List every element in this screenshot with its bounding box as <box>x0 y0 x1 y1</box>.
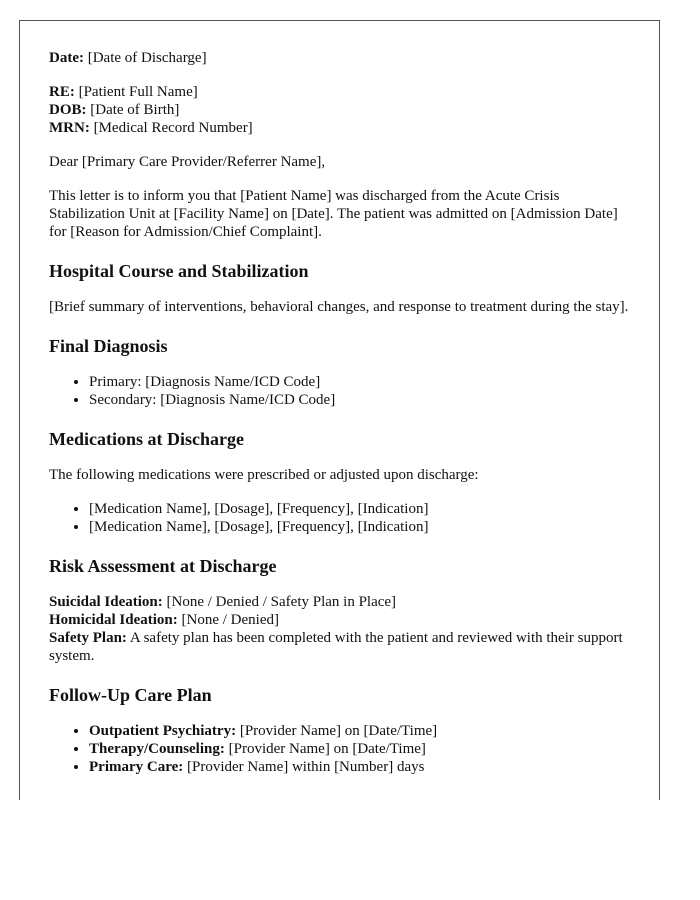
medication-item: • [Medication Name], [Dosage], [Frequency], [Indication] <box>89 500 634 518</box>
follow-up-value: [Provider Name] on [Date/Time] <box>236 723 438 739</box>
suicidal-ideation-label: Suicidal Ideation: <box>49 594 163 610</box>
mrn-line <box>49 119 634 137</box>
diagnosis-item-secondary: • Secondary: [Diagnosis Name/ICD Code] <box>89 391 634 409</box>
follow-up-item-therapy <box>89 740 634 758</box>
date-line <box>49 49 634 67</box>
suicidal-ideation-line <box>49 593 634 611</box>
hospital-course-body: [Brief summary of interventions, behavioral changes, and response to treatment during the stay]. <box>49 299 629 315</box>
homicidal-ideation-line <box>49 611 634 629</box>
follow-up-label: Primary Care: <box>89 759 184 775</box>
final-diagnosis-heading: Final Diagnosis <box>49 336 168 356</box>
hospital-course-heading: Hospital Course and Stabilization <box>49 261 309 281</box>
follow-up-heading: Follow-Up Care Plan <box>49 685 212 705</box>
diagnosis-item-primary: • Primary: [Diagnosis Name/ICD Code] <box>89 373 634 391</box>
follow-up-list <box>49 722 634 776</box>
medications-intro: The following medications were prescribed or adjusted upon discharge: <box>49 467 479 483</box>
letter-page <box>19 20 660 800</box>
dob-line <box>49 101 634 119</box>
risk-assessment-heading: Risk Assessment at Discharge <box>49 556 277 576</box>
re-line <box>49 83 634 101</box>
re-label: RE: <box>49 84 75 100</box>
dob-label: DOB: <box>49 102 87 118</box>
safety-plan-label: Safety Plan: <box>49 630 127 646</box>
medications-list <box>49 500 634 536</box>
safety-plan-line <box>49 629 634 665</box>
safety-plan-value: A safety plan has been completed with the patient and reviewed with their support system. <box>49 630 623 664</box>
follow-up-item-primary-care <box>89 758 634 776</box>
suicidal-ideation-value: [None / Denied / Safety Plan in Place] <box>162 594 397 610</box>
medication-item: • [Medication Name], [Dosage], [Frequency], [Indication] <box>89 518 634 536</box>
follow-up-item-psychiatry <box>89 722 634 740</box>
homicidal-ideation-label: Homicidal Ideation: <box>49 612 178 628</box>
homicidal-ideation-value: [None / Denied] <box>177 612 279 628</box>
follow-up-label: Therapy/Counseling: <box>89 741 225 757</box>
follow-up-value: [Provider Name] on [Date/Time] <box>224 741 426 757</box>
salutation: Dear [Primary Care Provider/Referrer Name], <box>49 154 326 170</box>
intro-paragraph: This letter is to inform you that [Patient Name] was discharged from the Acute Crisis Stabilization Unit at [Facility Name] on [Date]. The patient was admitted on [Admission Date] for [Reason for Admission/Chief Complaint]. <box>49 188 618 240</box>
follow-up-label: Outpatient Psychiatry: <box>89 723 237 739</box>
dob-value: [Date of Birth] <box>86 102 180 118</box>
date-value: [Date of Discharge] <box>83 50 207 66</box>
mrn-label: MRN: <box>49 120 90 136</box>
date-label: Date: <box>49 50 84 66</box>
follow-up-value: [Provider Name] within [Number] days <box>183 759 425 775</box>
letter-content <box>49 49 634 776</box>
re-value: [Patient Full Name] <box>74 84 198 100</box>
mrn-value: [Medical Record Number] <box>89 120 253 136</box>
medications-heading: Medications at Discharge <box>49 429 244 449</box>
diagnosis-list <box>49 373 634 409</box>
